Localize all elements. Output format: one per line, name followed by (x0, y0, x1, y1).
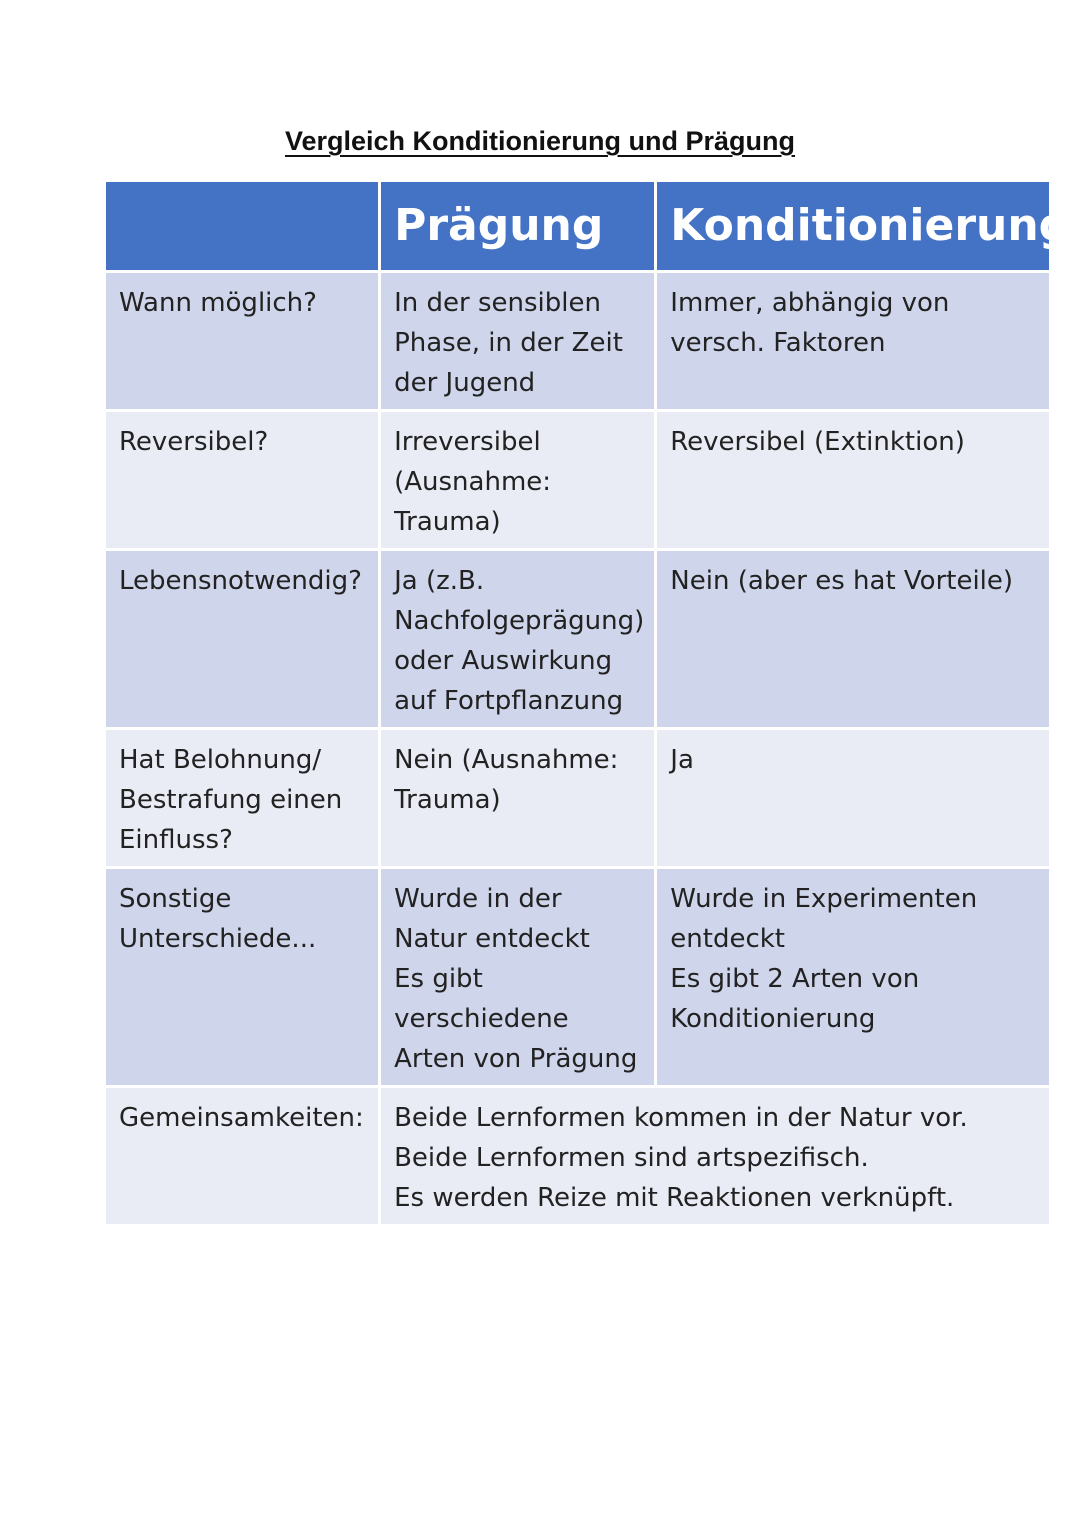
konditionierung-cell: Ja (656, 729, 1051, 868)
praegung-cell: In der sensiblen Phase, in der Zeit der Jugend (380, 272, 656, 411)
common-label: Gemeinsamkeiten: (105, 1087, 380, 1226)
konditionierung-cell: Nein (aber es hat Vorteile) (656, 550, 1051, 729)
document-title: Vergleich Konditionierung und Prägung (284, 126, 795, 156)
praegung-cell: Wurde in der Natur entdeckt Es gibt verschiedene Arten von Prägung (380, 868, 656, 1087)
row-question: Sonstige Unterschiede... (105, 868, 380, 1087)
praegung-cell: Ja (z.B. Nachfolgeprägung) oder Auswirkung auf Fortpflanzung (380, 550, 656, 729)
row-question: Wann möglich? (105, 272, 380, 411)
row-question: Lebensnotwendig? (105, 550, 380, 729)
common-text: Beide Lernformen kommen in der Natur vor. Beide Lernformen sind artspezifisch. Es werden Reize mit Reaktionen verknüpft. (380, 1087, 1051, 1226)
header-praegung: Prägung (380, 181, 656, 272)
table-row (105, 272, 1051, 411)
konditionierung-cell: Immer, abhängig von versch. Faktoren (656, 272, 1051, 411)
header-konditionierung: Konditionierung (656, 181, 1051, 272)
header-empty-cell (105, 181, 380, 272)
praegung-cell: Nein (Ausnahme: Trauma) (380, 729, 656, 868)
konditionierung-cell: Reversibel (Extinktion) (656, 411, 1051, 550)
table-row (105, 729, 1051, 868)
row-question: Reversibel? (105, 411, 380, 550)
konditionierung-cell: Wurde in Experimenten entdeckt Es gibt 2 Arten von Konditionierung (656, 868, 1051, 1087)
table-row (105, 868, 1051, 1087)
common-row (105, 1087, 1051, 1226)
table-header-row (105, 181, 1051, 272)
row-question: Hat Belohnung/ Bestrafung einen Einfluss? (105, 729, 380, 868)
praegung-cell: Irreversibel (Ausnahme: Trauma) (380, 411, 656, 550)
table-row (105, 550, 1051, 729)
comparison-table (103, 179, 1071, 1227)
table-row (105, 411, 1051, 550)
